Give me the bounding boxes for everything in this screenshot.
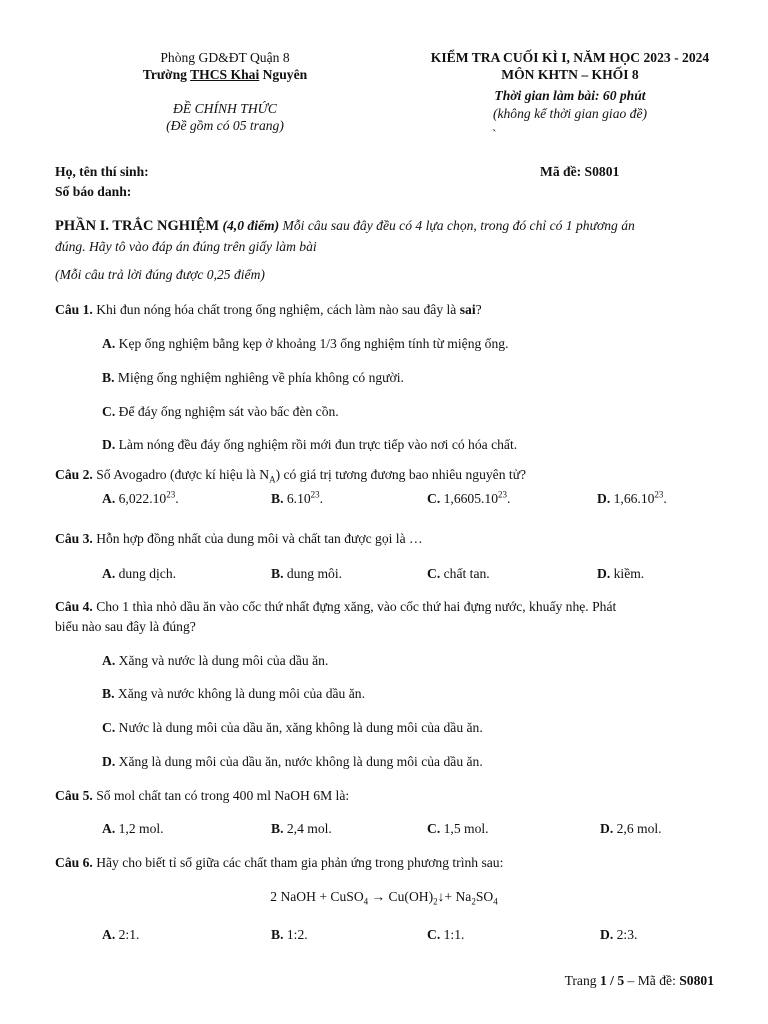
pages-note: (Đề gồm có 05 trang) [166, 118, 284, 133]
option-d[interactable]: D. 1,66.10$^{23}$. [597, 489, 667, 506]
option-a[interactable]: A. Kẹp ống nghiệm bằng kẹp ở khoảng 1/3 ống nghiệm tính từ miệng ống. [102, 336, 509, 351]
option-c[interactable]: C. chất tan. [427, 566, 490, 581]
question-stem: Câu 4. Cho 1 thìa nhỏ dầu ăn vào cốc thứ nhất đựng xăng, vào cốc thứ hai đựng nước, khuấy nhẹ. Phát [55, 599, 617, 614]
exam-time: Thời gian làm bài: 60 phút [494, 88, 646, 103]
option-b[interactable]: B. 1:2. [271, 927, 308, 942]
chemical-equation: 2 NaOH + CuSO$_4$ → $Cu(OH)_2↓+ Na_2SO_4$ [270, 889, 498, 907]
option-b[interactable]: B. Miệng ống nghiệm nghiêng về phía không có người. [102, 370, 404, 385]
question-stem: Câu 1. Khi đun nóng hóa chất trong ống nghiệm, cách làm nào sau đây là sai? [55, 302, 482, 317]
question-stem: Câu 5. Số mol chất tan có trong 400 ml NaOH 6M là: [55, 788, 350, 803]
page-footer: Trang 1 / 5 – Mã đề: S0801 [564, 973, 714, 988]
page-number: 1 / 5 [599, 973, 625, 988]
exam-title: KIỂM TRA CUỐI KÌ I, NĂM HỌC 2023 - 2024 [430, 50, 710, 65]
option-b[interactable]: B. 6.10$^{23}$. [271, 489, 324, 506]
department-name: Phòng GD&ĐT Quận 8 [160, 50, 290, 65]
exam-time-note: (không kể thời gian giao đề) [492, 106, 648, 121]
option-c[interactable]: C. Để đáy ống nghiệm sát vào bấc đèn cồn. [102, 404, 339, 419]
candidate-name-label: Họ, tên thí sinh: [55, 164, 149, 179]
option-c[interactable]: C. 1:1. [427, 927, 465, 942]
option-b[interactable]: B. Xăng và nước không là dung môi của dầu ăn. [102, 686, 365, 701]
part1-heading: PHẦN I. TRẮC NGHIỆM (4,0 điểm) Mỗi câu sau đây đều có 4 lựa chọn, trong đó chỉ có 1 phương án [55, 218, 635, 234]
exam-code: Mã đề: S0801 [540, 164, 620, 179]
option-d[interactable]: D. 2:3. [600, 927, 638, 942]
option-a[interactable]: A. 2:1. [102, 927, 140, 942]
option-c[interactable]: C. 1,6605.10$^{23}$. [427, 489, 511, 506]
question-stem: Câu 2. Số Avogadro (được kí hiệu là $N_A$) có giá trị tương đương bao nhiêu nguyên tử? [55, 467, 527, 485]
part1-instruction: đúng. Hãy tô vào đáp án đúng trên giấy làm bài [55, 239, 317, 254]
option-a[interactable]: A. dung dịch. [102, 566, 177, 581]
option-a[interactable]: A. 1,2 mol. [102, 821, 164, 836]
footer-exam-code: S0801 [679, 973, 714, 988]
option-b[interactable]: B. dung môi. [271, 566, 343, 581]
option-d[interactable]: D. kiềm. [597, 566, 645, 581]
option-c[interactable]: C. Nước là dung môi của dầu ăn, xăng không là dung môi của dầu ăn. [102, 720, 483, 735]
option-b[interactable]: B. 2,4 mol. [271, 821, 332, 836]
option-d[interactable]: D. 2,6 mol. [600, 821, 662, 836]
candidate-id-label: Số báo danh: [55, 184, 132, 199]
option-a[interactable]: A. 6,022.10$^{23}$. [102, 489, 179, 506]
question-stem-continued: biểu nào sau đây là đúng? [55, 619, 196, 634]
official-label: ĐỀ CHÍNH THỨC [173, 101, 277, 116]
option-d[interactable]: D. Xăng là dung môi của dầu ăn, nước không là dung môi của dầu ăn. [102, 754, 483, 769]
option-c[interactable]: C. 1,5 mol. [427, 821, 489, 836]
option-a[interactable]: A. Xăng và nước là dung môi của dầu ăn. [102, 653, 329, 668]
stray-mark: ` [492, 127, 497, 142]
school-name: Trường THCS Khai Nguyên [142, 67, 308, 82]
question-stem: Câu 3. Hỗn hợp đồng nhất của dung môi và chất tan được gọi là … [55, 531, 423, 546]
question-stem: Câu 6. Hãy cho biết tỉ số giữa các chất tham gia phản ứng trong phương trình sau: [55, 855, 504, 870]
subject-title: MÔN KHTN – KHỐI 8 [501, 67, 639, 82]
option-d[interactable]: D. Làm nóng đều đáy ống nghiệm rồi mới đun trực tiếp vào nơi có hóa chất. [102, 437, 518, 452]
part1-scoring: (Mỗi câu trả lời đúng được 0,25 điểm) [55, 267, 265, 282]
